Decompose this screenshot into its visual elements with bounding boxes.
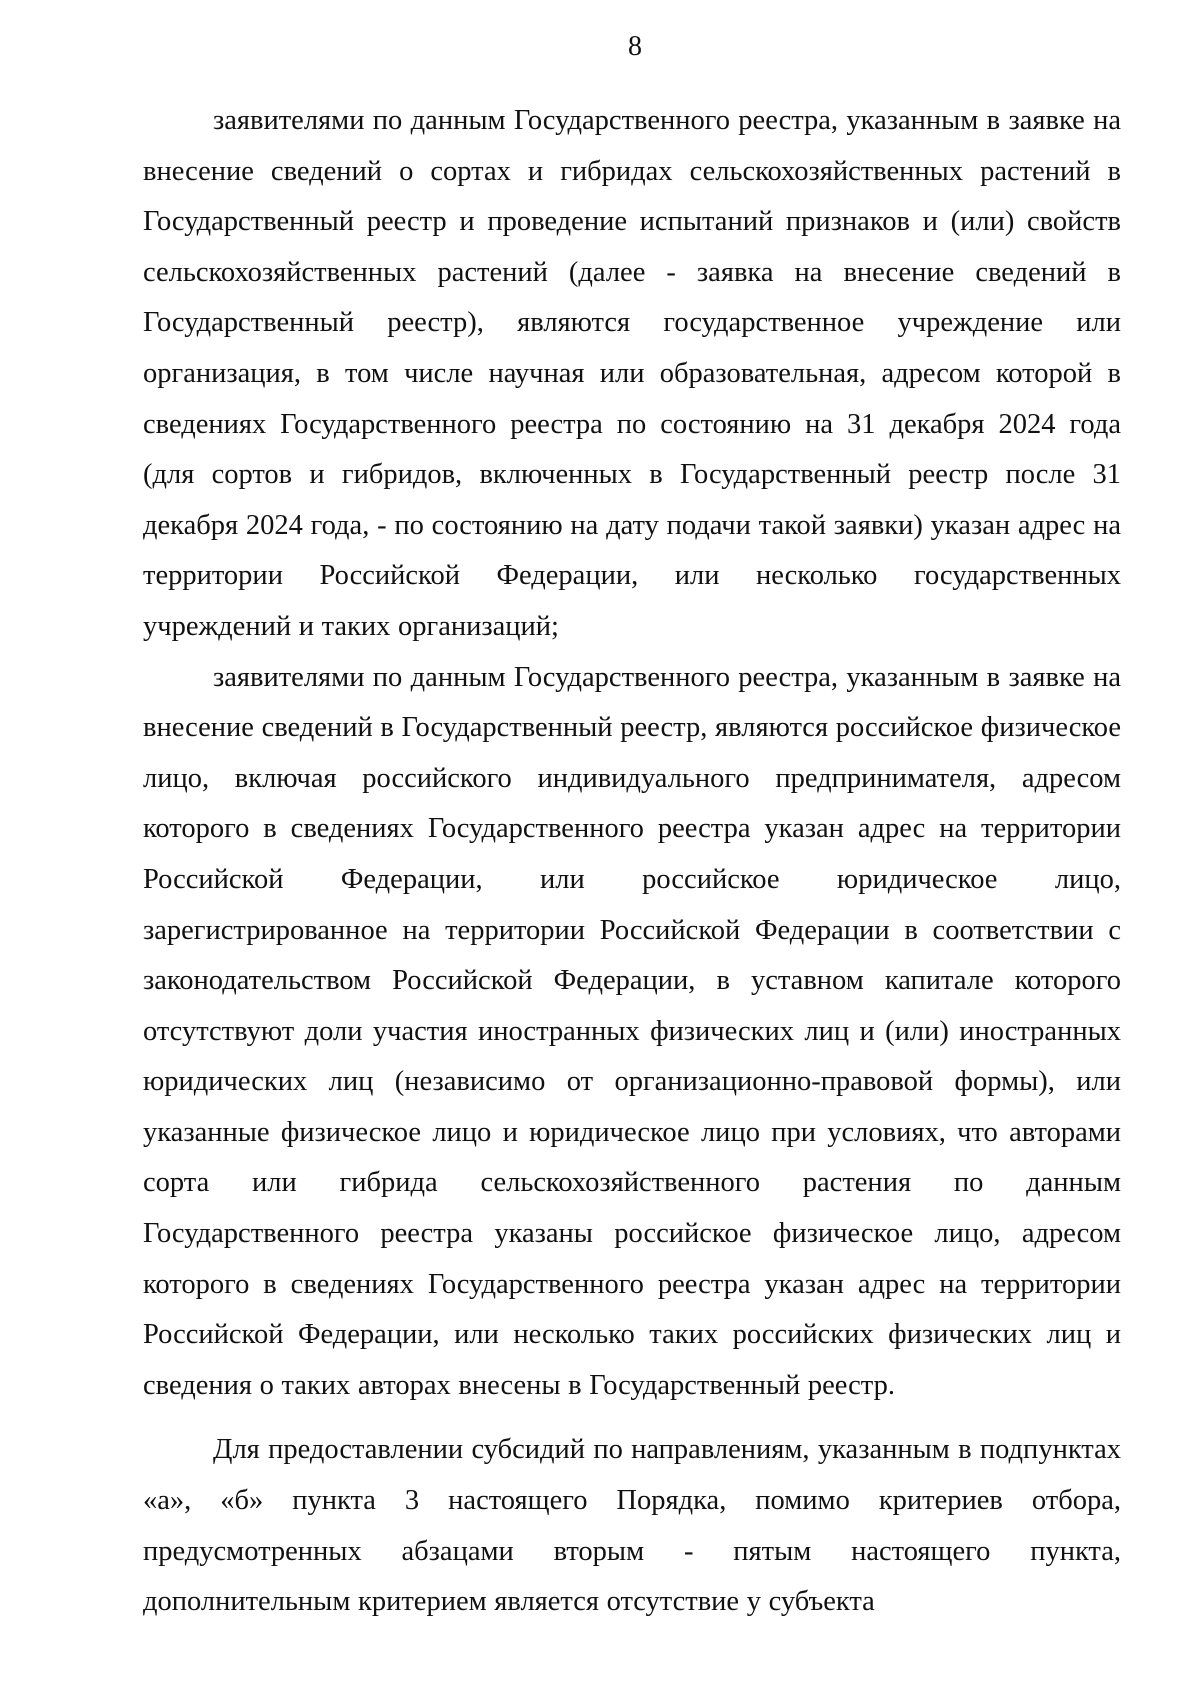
paragraph-applicants-individuals: заявителями по данным Государственного реестра, указанным в заявке на внесение сведений в Государственный реестр, являются российское физическое лицо, включая российского индивидуального предпринимателя, адресом которого в сведениях Государственного реестра указан адрес на территории Российской Федерации, или российское юридическое лицо, зарегистрированное на территории Российской Федерации в соответствии с законодательством Российской Федерации, в уставном капитале которого отсутствуют доли участия иностранных физических лиц и (или) иностранных юридических лиц (независимо от организационно-правовой формы), или указанные физическое лицо и юридическое лицо при условиях, что авторами сорта или гибрида сельскохозяйственного растения по данным Государственного реестра указаны российское физическое лицо, адресом которого в сведениях Государственного реестра указан адрес на территории Российской Федерации, или несколько таких российских физических лиц и сведения о таких авторах внесены в Государственный реестр. <box>143 661 1121 1401</box>
paragraph-applicants-organizations: заявителями по данным Государственного реестра, указанным в заявке на внесение сведений о сортах и гибридах сельскохозяйственных растений в Государственный реестр и проведение испытаний признаков и (или) свойств сельскохозяйственных растений (далее - заявка на внесение сведений в Государственный реестр), являются государственное учреждение или организация, в том числе научная или образовательная, адресом которой в сведениях Государственного реестра по состоянию на 31 декабря 2024 года (для сортов и гибридов, включенных в Государственный реестр после 31 декабря 2024 года, - по состоянию на дату подачи такой заявки) указан адрес на территории Российской Федерации, или несколько государственных учреждений и таких организаций; <box>143 105 1121 642</box>
paragraph-additional-criterion: Для предоставлении субсидий по направлениям, указанным в подпунктах «а», «б» пункта 3 настоящего Порядка, помимо критериев отбора, предусмотренных абзацами вторым - пятым настоящего пункта, дополнительным критерием является отсутствие у субъекта <box>143 1434 1121 1618</box>
page-number: 8 <box>628 31 642 62</box>
document-body <box>143 96 1121 1628</box>
